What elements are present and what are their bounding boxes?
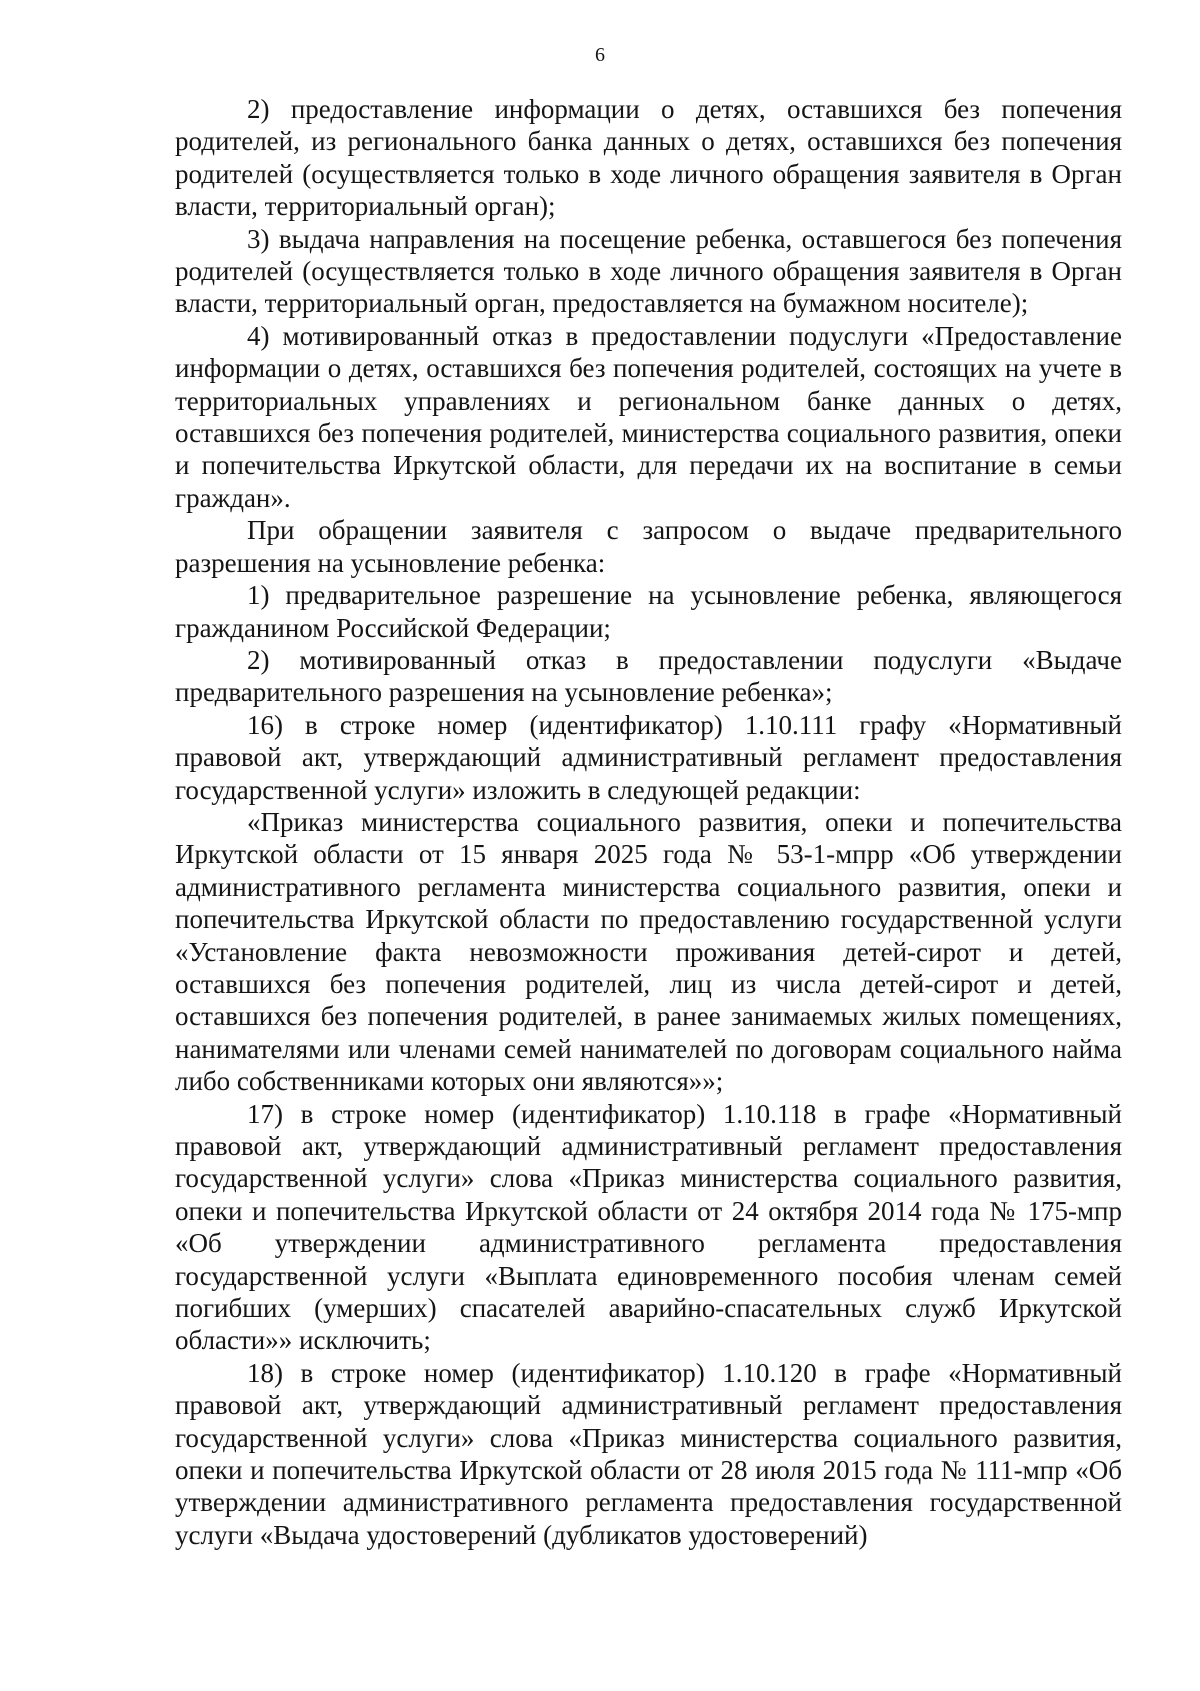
paragraph-order-53-1-mprr: «Приказ министерства социального развития, опеки и попечительства Иркутской области от 15 января 2025 года № 53-1-мпрр «Об утверждении административного регламента министерства социального развития, опеки и попечительства Иркутской области по предоставлению государственной услуги «Установление факта невозможности проживания детей-сирот и детей, оставшихся без попечения родителей, лиц из числа детей-сирот и детей, оставшихся без попечения родителей, в ранее занимаемых жилых помещениях, нанимателями или членами семей нанимателей по договорам социального найма либо собственниками которых они являются»»; xyxy=(175,806,1122,1097)
paragraph-item-17-amendment: 17) в строке номер (идентификатор) 1.10.118 в графе «Нормативный правовой акт, утверждающий административный регламент предоставления государственной услуги» слова «Приказ министерства социального развития, опеки и попечительства Иркутской области от 24 октября 2014 года № 175-мпр «Об утверждении административного регламента предоставления государственной услуги «Выплата единовременного пособия членам семей погибших (умерших) спасателей аварийно-спасательных служб Иркутской области»» исключить; xyxy=(175,1098,1122,1356)
paragraph-item-1-preliminary-permit: 1) предварительное разрешение на усыновление ребенка, являющегося гражданином Российской Федерации; xyxy=(175,580,1122,643)
paragraph-adoption-permit-intro: При обращении заявителя с запросом о выдаче предварительного разрешения на усыновление ребенка: xyxy=(175,515,1122,578)
paragraph-item-2-info-provision: 2) предоставление информации о детях, оставшихся без попечения родителей, из регионального банка данных о детях, оставшихся без попечения родителей (осуществляется только в ходе личного обращения заявителя в Орган власти, территориальный орган); xyxy=(175,94,1122,222)
paragraph-item-4-reasoned-refusal: 4) мотивированный отказ в предоставлении подуслуги «Предоставление информации о детях, оставшихся без попечения родителей, состоящих на учете в территориальных управлениях и региональном банке данных о детях, оставшихся без попечения родителей, министерства социального развития, опеки и попечительства Иркутской области, для передачи их на воспитание в семьи граждан». xyxy=(175,320,1122,513)
paragraph-item-3-visit-referral: 3) выдача направления на посещение ребенка, оставшегося без попечения родителей (осуществляется только в ходе личного обращения заявителя в Орган власти, территориальный орган, предоставляется на бумажном носителе); xyxy=(175,223,1122,319)
paragraph-item-18-amendment: 18) в строке номер (идентификатор) 1.10.120 в графе «Нормативный правовой акт, утверждающий административный регламент предоставления государственной услуги» слова «Приказ министерства социального развития, опеки и попечительства Иркутской области от 28 июля 2015 года № 111-мпр «Об утверждении административного регламента предоставления государственной услуги «Выдача удостоверений (дубликатов удостоверений) xyxy=(175,1357,1122,1550)
paragraph-item-16-amendment: 16) в строке номер (идентификатор) 1.10.111 графу «Нормативный правовой акт, утверждающий административный регламент предоставления государственной услуги» изложить в следующей редакции: xyxy=(175,709,1122,805)
page-number: 6 xyxy=(595,44,605,66)
paragraph-item-2-permit-refusal: 2) мотивированный отказ в предоставлении подуслуги «Выдаче предварительного разрешения на усыновление ребенка»; xyxy=(175,644,1122,708)
document-body xyxy=(175,93,1122,1551)
